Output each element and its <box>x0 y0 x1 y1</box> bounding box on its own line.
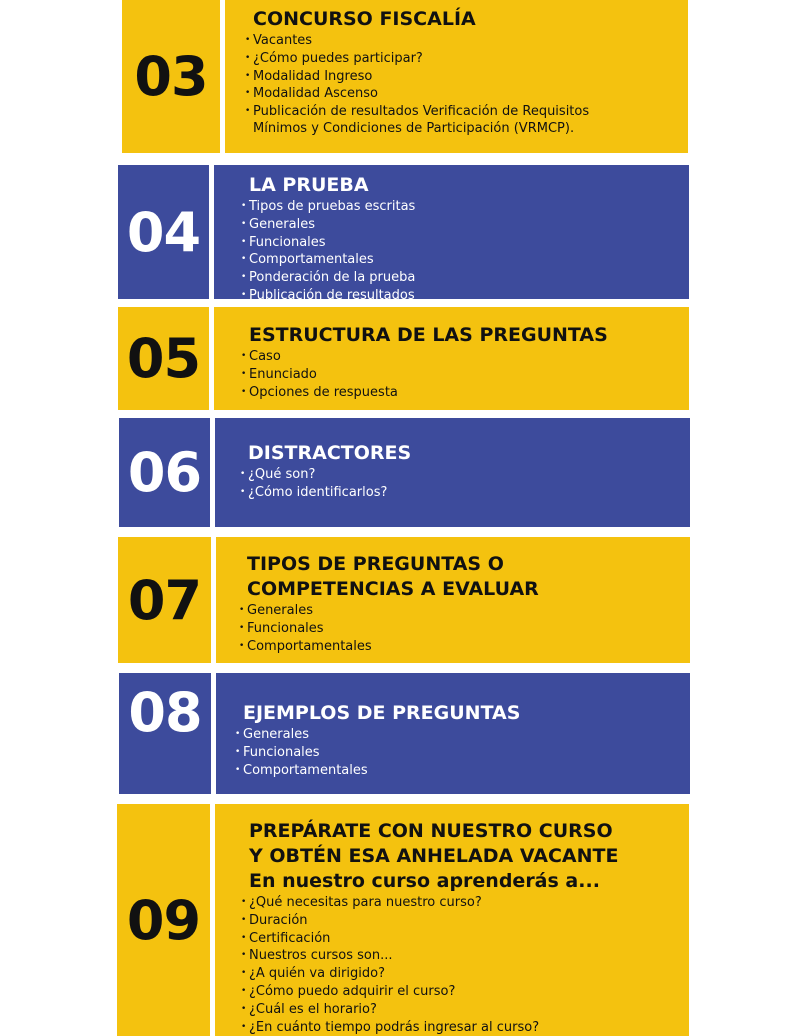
list-item-text: Modalidad Ingreso <box>253 68 373 84</box>
section-09 <box>117 804 689 1036</box>
section-list <box>240 466 690 502</box>
list-item <box>241 234 689 252</box>
section-list <box>241 894 689 1036</box>
section-content <box>216 537 690 663</box>
section-number: 03 <box>134 45 208 108</box>
bullet: • <box>241 897 247 907</box>
bullet: • <box>241 932 247 943</box>
list-item-text: Generales <box>249 216 316 232</box>
bullet: • <box>245 52 251 63</box>
section-content <box>215 804 689 1036</box>
bullet: • <box>245 88 251 99</box>
list-item-text: Comportamentales <box>243 762 368 778</box>
list-item-text: Caso <box>249 349 281 364</box>
list-item <box>239 602 690 620</box>
section-title: ESTRUCTURA DE LAS PREGUNTAS <box>249 324 608 346</box>
list-item <box>245 50 688 68</box>
section-05 <box>118 307 689 410</box>
list-item <box>241 269 689 287</box>
list-item <box>240 484 690 502</box>
list-item-text: Publicación de resultados Verificación de Requisitos Mínimos y Condiciones de Participación (VRMCP). <box>253 104 590 136</box>
list-item <box>241 366 689 384</box>
list-item-text: Modalidad Ascenso <box>253 86 378 102</box>
bullet: • <box>240 469 246 479</box>
list-item-text: Comportamentales <box>249 252 374 268</box>
list-item <box>241 198 689 216</box>
section-number: 06 <box>127 441 202 504</box>
list-item <box>235 762 690 780</box>
list-item-text: Enunciado <box>249 366 317 382</box>
section-content <box>225 0 688 153</box>
list-item <box>241 983 689 1001</box>
section-title: TIPOS DE PREGUNTAS O COMPETENCIAS A EVALUAR <box>247 553 539 600</box>
bullet: • <box>235 729 241 739</box>
section-07 <box>118 537 690 663</box>
list-item <box>241 384 689 402</box>
bullet: • <box>239 622 245 633</box>
bullet: • <box>241 914 247 925</box>
list-item-text: Ponderación de la prueba <box>249 270 416 286</box>
list-item-text: ¿Qué necesitas para nuestro curso? <box>249 895 482 910</box>
list-item <box>240 466 690 484</box>
bullet: • <box>241 254 247 265</box>
section-content <box>216 673 690 794</box>
bullet: • <box>241 289 247 300</box>
list-item-text: Comportamentales <box>247 638 372 654</box>
list-item-text: ¿En cuánto tiempo podrás ingresar al curso? <box>249 1019 540 1035</box>
bullet: • <box>241 218 247 229</box>
list-item <box>239 620 690 638</box>
section-content <box>214 165 689 303</box>
list-item-text: Opciones de respuesta <box>249 384 398 400</box>
list-item <box>241 947 689 965</box>
list-item <box>241 251 689 269</box>
list-item <box>239 638 690 656</box>
list-item-text: ¿A quién va dirigido? <box>249 966 385 982</box>
list-item <box>241 216 689 234</box>
list-item <box>241 894 689 912</box>
section-content <box>215 418 690 527</box>
list-item-text: Certificación <box>249 930 331 946</box>
section-title: PREPÁRATE CON NUESTRO CURSO Y OBTÉN ESA ANHELADA VACANTE En nuestro curso aprenderás a... <box>249 820 619 892</box>
section-06 <box>119 418 690 527</box>
list-item-text: Generales <box>243 727 310 742</box>
section-title: DISTRACTORES <box>248 442 412 464</box>
list-item-text: ¿Cómo puedo adquirir el curso? <box>249 983 456 999</box>
section-number: 05 <box>126 327 201 390</box>
bullet: • <box>241 272 247 283</box>
list-item <box>241 965 689 983</box>
list-item <box>241 912 689 930</box>
list-item-text: Publicación de resultados <box>249 287 415 303</box>
section-number: 08 <box>128 681 202 744</box>
section-08 <box>119 673 690 794</box>
section-list <box>241 198 689 305</box>
list-item <box>241 1019 689 1036</box>
list-item-text: Generales <box>247 603 314 618</box>
list-item-text: Funcionales <box>247 620 324 636</box>
list-item <box>245 85 688 103</box>
bullet: • <box>245 106 251 117</box>
bullet: • <box>241 351 247 361</box>
section-04 <box>118 165 689 303</box>
section-list <box>239 602 690 655</box>
section-content <box>214 307 689 410</box>
bullet: • <box>241 968 247 979</box>
list-item-text: Vacantes <box>253 33 313 48</box>
list-item-text: Nuestros cursos son... <box>249 948 393 964</box>
list-item-text: Duración <box>249 912 308 928</box>
section-number: 04 <box>126 200 201 264</box>
bullet: • <box>241 985 247 996</box>
list-item <box>241 1001 689 1019</box>
list-item-text: Funcionales <box>249 234 326 250</box>
bullet: • <box>241 1003 247 1014</box>
bullet: • <box>239 605 245 615</box>
list-item <box>235 744 690 762</box>
section-list <box>241 348 689 401</box>
section-title: LA PRUEBA <box>249 174 369 196</box>
list-item-text: Tipos de pruebas escritas <box>249 199 416 214</box>
bullet: • <box>245 35 251 45</box>
section-number: 09 <box>126 888 201 952</box>
section-number: 07 <box>127 568 202 632</box>
section-03 <box>122 0 688 153</box>
list-item-text: ¿Cuál es el horario? <box>249 1001 377 1017</box>
list-item <box>241 348 689 366</box>
list-item <box>245 68 688 86</box>
bullet: • <box>241 1021 247 1032</box>
bullet: • <box>239 640 245 651</box>
bullet: • <box>241 368 247 379</box>
list-item-text: ¿Cómo puedes participar? <box>253 50 423 66</box>
bullet: • <box>241 950 247 961</box>
list-item-text: ¿Qué son? <box>248 467 316 482</box>
section-title: CONCURSO FISCALÍA <box>253 8 476 30</box>
list-item-text: ¿Cómo identificarlos? <box>248 484 388 500</box>
list-item-text: Funcionales <box>243 744 320 760</box>
section-list <box>245 32 688 138</box>
bullet: • <box>241 236 247 247</box>
bullet: • <box>235 764 241 775</box>
bullet: • <box>241 386 247 397</box>
list-item <box>235 726 690 744</box>
bullet: • <box>245 70 251 81</box>
bullet: • <box>235 746 241 757</box>
list-item <box>245 103 688 138</box>
bullet: • <box>240 486 246 497</box>
section-list <box>235 726 690 779</box>
list-item <box>241 287 689 305</box>
bullet: • <box>241 201 247 211</box>
section-title: EJEMPLOS DE PREGUNTAS <box>243 702 521 724</box>
list-item <box>245 32 688 50</box>
list-item <box>241 930 689 948</box>
